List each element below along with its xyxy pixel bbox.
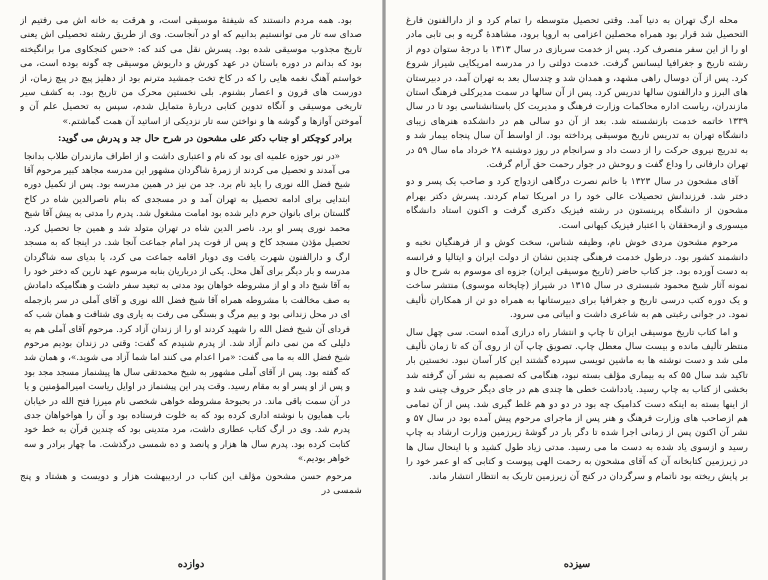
paragraph: برادر کوچکتر او جناب دکتر علی مشحون در شرح حال جد و پدرش می گوید: (58, 133, 352, 145)
paragraph: مرحوم حسن مشحون مؤلف این کتاب در اردیبهشت هزار و دویست و هشتاد و پنج شمسی در (20, 470, 362, 496)
quoted-paragraph: «در نور حوزه علمیه ای بود که نام و اعتباری داشت و از اطراف مازندران طلاب بدانجا می آمدند و تحصیل می کردند از زمرهٔ شاگردان مشهور این مدرسه مجاهد کبیر مرحوم آقا شیخ فضل الله نوری را باید نام برد. جد من نیز در همین مدرسه بود. پس از تکمیل دوره ابتدایی برای ادامه تحصیل به تهران آمد و در مسجدی که بنام ناصرالدین شاه در کاخ گلستان برای بانوان حرم دایر شده بود امامت مشغول شد. پدرم را مدتی به پیش آقا شیخ محمد نوری پسر او برد. ناصر الدین شاه در تهران متولد شد و همین جا تحصیل کرد. تحصیل مؤذن مسجد کاخ و پس از فوت پدر امام جماعت آنجا شد. در اینجا که به مسجد ارگ و دارالفنون شهرت یافت وی دوبار اقامه جماعت می کرد، یا بدیای سه شاگردان مدرسه و بار دیگر برای آهل محل. یکی از درباریان بنابه مرسوم عهد نارین که دختر خود را به آقا شیخ داد و او از مشروطه خواهان بود مدتی به تبعید سفر داشت و هنگامیکه دامادش به صف مخالفت با مشروطه همراه آقا شیخ فضل الله نوری و آقای آملی در سر بازجمله ای در محل زندانی بود و بیم مرگ و بستگی می رفت به یاری وی شتافت و همان شب که فردای آن شیخ فضل الله را شهید کردند او را از زندان آزاد کرد. مرحوم آقای آملی هم به دلیلی که من نمی دانم آزاد شد. از پدرم شنیدم که گفت: وقتی در زندان بودیم مرحوم شیخ فضل الله به ما می گفت: «مرا اعدام می کنند اما شما آزاد می شوید.»، و همان شد که گفته بود. پس از آقای آملی مشهور به شیخ محمدتقی سال ها پیشنماز مسجد مجد بود و پس از او پسر او به مقام رسید. وقت پدر این پیشنماز در اوایل ریاست امیرالمؤمنین و یا در آن سمت باقی ماند. در بحبوحهٔ مشروطه خواهی شخصی نام میرزا فتح الله در خیابان باب همایون با نوشته اداری کرده بود که به خلوت فرستاده بود و آن را هواخواهان جدی پدرم شد. وی در ارگ کتاب عطاری داشت، مرد متدینی بود که چندین قرآن به خط خود کتابت کرده بود. پدرم سال ها هزار و پانصد و ده شمسی درگذشت. ما چهار برادر و سه خواهر بودیم.» (24, 151, 350, 465)
left-page-text (20, 14, 362, 544)
paragraph: و اما کتاب تاریخ موسیقی ایران تا چاپ و انتشار راه درازی آمده است. سی چهل سال منتظر تألیف مانده و بیست سال معطل چاپ. تصویق چاپ آن از روی آن که تا زمان تألیف ملی شد و دست نوشته ها به ماشین تویسی سپرده گشتند این کار آسان نبود. نخستین بار تاکید شد سال ۵۵ که به بیماری مؤلف بسته نبود، هنگامی که تصمیم به نشر آن گرفته شد بخشی از کتاب به چاپ رسید. یادداشت خطی ها چندی هم در جای دیگر حروف چینی شد و از اینها بسته به اینکه دست کدامیک چه بود در دو دو هم غلط گیری شد. پس از آن تمامی هم ازصاحب های وزارت فرهنگ و هنر پس از ماجرای مرحوم پیش آمده بود در سال ۵۷ و نشر آن اکنون پس از زمانی اجرا شده تا دگر بار در گوشهٔ زیرزمین وزارت ارشاد به چاپ رسید و ازسوی یاد شده به دست ما می رسید. مدتی زیاد طول کشید و با اینحال سال ها در زیرزمین کتابخانه آن که آقای مشحون به رحمت الهی پیوست و کتابی که او عمر خود را بر پایش ریخته بود ناتمام و سرگردان در کنج آن زیرزمین تاریک به انتظار انتشار ماند. (406, 326, 748, 482)
page-number: سیزده (563, 559, 591, 570)
left-page (0, 0, 383, 580)
page-number: دوازده (177, 559, 205, 570)
paragraph: آقای مشحون در سال ۱۳۲۳ با خانم نصرت درگاهی ازدواج کرد و صاحب یک پسر و دو دختر شد. فرزندانش تحصیلات عالی خود را در امریکا تمام کردند. پسرش دکتر بهرام مشحون از دانشگاه پرینستون در رشته فیزیک دکتری گرفت و اکنون استاد دانشگاه میسوری و ازمحققان با اعتبار فیزیک کیهانی است. (406, 176, 748, 231)
right-page-text (406, 14, 748, 544)
paragraph: مرحوم مشحون مردی خوش نام، وظیفه شناس، سخت کوش و از فرهنگیان نخبه و دانشمند کشور بود. درطول خدمت فرهنگی چندین نشان از دولت ایران و ایتالیا و فرانسه به دست آورده بود. جز کتاب حاضر (تاریخ موسیقی ایران) جزوه ای موسوم به شرح حال و نمونه آثار شیخ محمود شبستری در سال ۱۳۱۵ در شیراز (چاپخانه موسوی) منتشر ساخت و یک دوره کتب درسی تاریخ و جغرافیا برای دبیرستانها به همراه دو تن از همکاران تألیف نمود. در جوانی رغبتی هم به شاعری داشت و ابیاتی می سرود. (406, 237, 748, 321)
paragraph: بود. همه مردم دانستند که شیفتهٔ موسیقی است، و هرقت به خانه اش می رفتیم از صدای سه تار می توانستیم بدانیم که او در آنجاست. وی از طریق رشته تحصیلی اش یعنی تاریخ مجذوب موسیقی شده بود. پسرش نقل می کند که: «حس کنجکاوی مرا برانگیخته بود که بدانم در دوره باستان در عهد کورش و داریوش موسیقی چه گونه بوده است، می خواستم آهنگ نغمه هایی را که در کاخ تخت جمشید مترنم بود از دهلیز پیچ در پیچ زمان، از دورست های قرون و اعصار بشنوم. بلی نخستین محرک من تاریخ بود. به کشف سیر تاریخی موسیقی و آنگاه تدوین کتابی دربارهٔ متمایل شدم، سپس به تحصیل علم آن و آموختن آوازها و گوشه ها و نواختن سه تار نزدیکی از اساتید آن همت گماشتم.» (20, 15, 362, 127)
paragraph: محله ارگ تهران به دنیا آمد. وقتی تحصیل متوسطه را تمام کرد و از دارالفنون فارغ التحصیل شد قرار بود همراه محصلین اعزامی به اروپا برود، مشاهدهٔ گریه و بی تابی مادر او را از این سفر منصرف کرد. پس از خدمت سربازی در سال ۱۳۱۳ با درجهٔ ستوان دوم از رشته تاریخ و جغرافیا لیسانس گرفت. خدمت دولتی را در مدرسه امریکایی شیراز شروع کرد. پس از آن دوسال راهی مشهد، و همدان شد و چندسال بعد به تهران آمد، در دبیرستان های البرز و دارالفنون سالها تدریس کرد. پس از آن سالها در سمت مدیرکلی فرهنگ استان مازندران، ریاست اداره محاکمات وزارت فرهنگ و مدیریت کل باستانشناسی بود تا در سال ۱۳۳۹ خاتمه خدمت بازنشسته شد. بعد از آن دو سالی هم در دانشکده هنرهای زیبای دانشگاه تهران به تدریس تاریخ موسیقی پرداخته بود. از اواسط آن سال پنجاه بیمار شد و به تدریج نیروی حرکت را از دست داد و سرانجام در روز دوشنبه ۲۸ خرداد ماه سال ۵۹ در تهران دارفانی را وداع گفت و روحش در جوار رحمت حق آرام گرفت. (406, 15, 748, 171)
right-page (385, 0, 768, 580)
